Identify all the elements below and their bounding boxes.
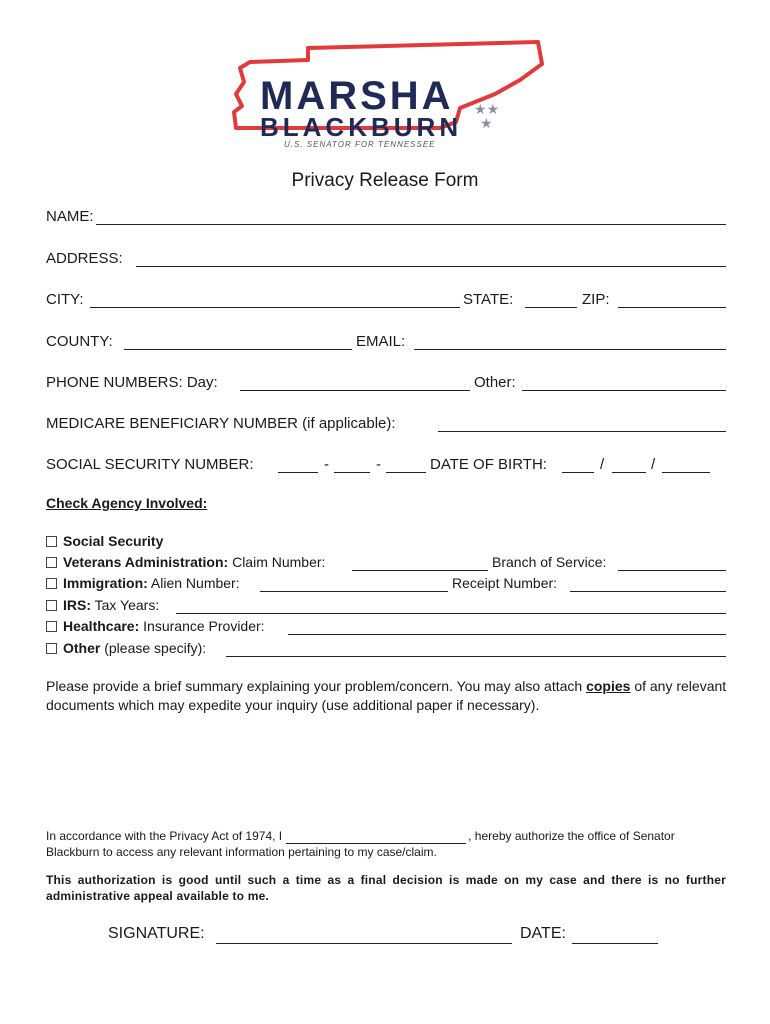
agency-item-social-security[interactable] (46, 533, 163, 549)
copies-emphasis: copies (586, 678, 631, 694)
logo-stars (474, 102, 499, 130)
checkbox[interactable] (46, 557, 57, 568)
summary-text: of any relevant documents which may expedite your inquiry (use additional paper if necessary). (46, 678, 727, 713)
dob-field-day[interactable] (612, 472, 646, 473)
page-title: Privacy Release Form (291, 170, 479, 191)
privacy-act-text: Blackburn to access any relevant information pertaining to my case/claim. (46, 845, 437, 859)
dob-field-month[interactable] (562, 472, 594, 473)
agency-item-label: Social Security (63, 533, 164, 549)
receipt-number-field[interactable] (570, 591, 726, 592)
ssn-field-part2[interactable] (334, 472, 370, 473)
checkbox[interactable] (46, 621, 57, 632)
dob-label: DATE OF BIRTH: (430, 456, 547, 473)
email-label: EMAIL: (356, 333, 406, 350)
agency-item-immigration[interactable] (46, 575, 240, 591)
checkbox[interactable] (46, 600, 57, 611)
agency-item-label: Immigration: (63, 575, 148, 591)
ssn-separator: - (324, 456, 329, 473)
agency-item-other[interactable] (46, 640, 206, 656)
email-field[interactable] (414, 349, 726, 350)
dob-field-year[interactable] (662, 472, 710, 473)
logo-name-line2: BLACKBURN (260, 112, 463, 142)
address-label: ADDRESS: (46, 250, 123, 267)
agency-item-label: Other (63, 640, 101, 656)
summary-instructions (46, 677, 730, 715)
medicare-field[interactable] (438, 431, 726, 432)
signature-field[interactable] (216, 943, 512, 944)
dob-separator: / (651, 456, 656, 473)
privacy-act-text: In accordance with the Privacy Act of 1974, I (46, 829, 283, 843)
state-label: STATE: (463, 291, 514, 308)
zip-label: ZIP: (582, 291, 610, 308)
phone-day-label: PHONE NUMBERS: Day: (46, 374, 218, 391)
date-label: DATE: (520, 925, 566, 942)
agency-item-label: IRS: (63, 597, 91, 613)
logo-name-line1: MARSHA (260, 74, 454, 118)
agency-item-healthcare[interactable] (46, 618, 265, 634)
star-icon: ★ (486, 101, 500, 117)
agency-item-label: Veterans Administration: (63, 554, 229, 570)
claim-number-label: Claim Number: (228, 554, 326, 570)
state-field[interactable] (525, 307, 577, 308)
alien-number-field[interactable] (260, 591, 448, 592)
zip-field[interactable] (618, 307, 726, 308)
county-label: COUNTY: (46, 333, 113, 350)
logo-tagline: U.S. SENATOR FOR TENNESSEE (284, 140, 436, 149)
please-specify-label: (please specify): (100, 640, 207, 656)
senator-logo (220, 36, 550, 156)
agency-item-veterans[interactable] (46, 554, 325, 570)
ssn-field-part3[interactable] (386, 472, 426, 473)
branch-of-service-field[interactable] (618, 570, 726, 571)
star-icon: ★ (474, 101, 487, 117)
authorizer-name-field[interactable] (286, 831, 466, 844)
signature-label: SIGNATURE: (108, 925, 205, 942)
medicare-label: MEDICARE BENEFICIARY NUMBER (if applicable): (46, 415, 396, 432)
name-field[interactable] (96, 224, 726, 225)
checkbox[interactable] (46, 578, 57, 589)
summary-text: Please provide a brief summary explaining your problem/concern. You may also attach (46, 678, 587, 694)
authorization-statement: This authorization is good until such a time as a final decision is made on my case and there is no further administrative appeal available to me. (46, 873, 726, 903)
phone-day-field[interactable] (240, 390, 470, 391)
other-specify-field[interactable] (226, 656, 726, 657)
tax-years-field[interactable] (176, 613, 726, 614)
checkbox[interactable] (46, 643, 57, 654)
privacy-act-text: , hereby authorize the office of Senator (468, 829, 675, 843)
address-field[interactable] (136, 266, 726, 267)
ssn-label: SOCIAL SECURITY NUMBER: (46, 456, 254, 473)
insurance-provider-label: Insurance Provider: (139, 618, 265, 634)
receipt-number-label: Receipt Number: (452, 575, 558, 591)
city-field[interactable] (90, 307, 460, 308)
dob-separator: / (600, 456, 605, 473)
checkbox[interactable] (46, 536, 57, 547)
city-label: CITY: (46, 291, 84, 308)
name-label: NAME: (46, 208, 94, 225)
privacy-act-statement (46, 829, 730, 860)
agency-item-irs[interactable] (46, 597, 159, 613)
agency-item-label: Healthcare: (63, 618, 140, 634)
claim-number-field[interactable] (352, 570, 488, 571)
phone-other-field[interactable] (522, 390, 726, 391)
county-field[interactable] (124, 349, 352, 350)
tax-years-label: Tax Years: (91, 597, 160, 613)
date-field[interactable] (572, 943, 658, 944)
insurance-provider-field[interactable] (288, 634, 726, 635)
branch-of-service-label: Branch of Service: (492, 554, 607, 570)
alien-number-label: Alien Number: (147, 575, 240, 591)
phone-other-label: Other: (474, 374, 516, 391)
star-icon: ★ (480, 115, 493, 131)
agency-heading: Check Agency Involved: (46, 495, 208, 511)
ssn-separator: - (376, 456, 381, 473)
ssn-field-part1[interactable] (278, 472, 318, 473)
